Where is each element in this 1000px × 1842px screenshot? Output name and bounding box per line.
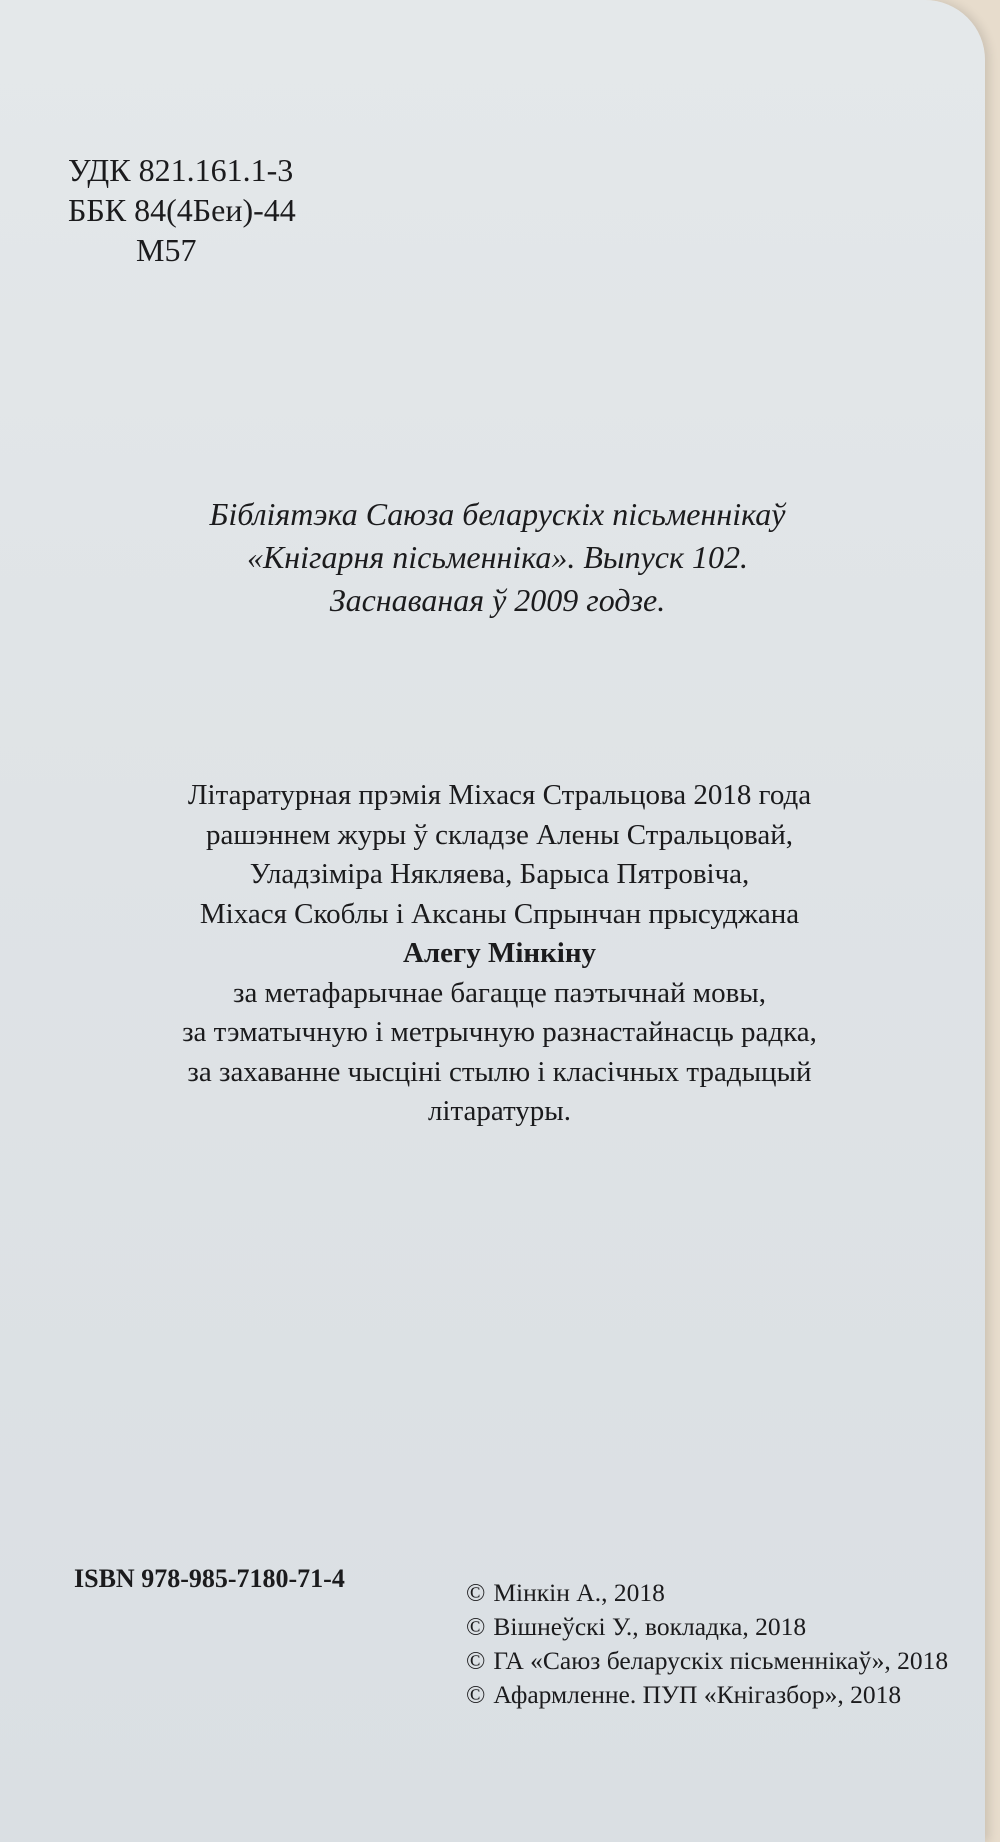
udk-code: УДК 821.161.1-3 — [68, 152, 294, 188]
copyright-sign: © — [466, 1612, 486, 1641]
prize-line: рашэннем журы ў складзе Алены Стральцовай, — [206, 818, 793, 851]
bbk-code: ББК 84(4Беи)-44 — [68, 192, 296, 228]
prize-reason: за захаванне чысціні стылю і класічных традыцый — [187, 1055, 812, 1088]
series-line: «Кнігарня пісьменніка». Выпуск 102. — [247, 539, 748, 575]
copyright-line — [466, 1678, 948, 1712]
prize-reason: за тэматычную і метрычную разнастайнасць радка, — [182, 1016, 817, 1048]
prize-statement — [0, 776, 985, 1132]
copyright-sign: © — [466, 1680, 486, 1709]
copyright-line — [466, 1576, 948, 1610]
copyright-line — [466, 1644, 948, 1678]
laureate-name: Алегу Мінкіну — [402, 937, 597, 969]
copyright-text: Афармленне. ПУП «Кнігазбор», 2018 — [493, 1680, 902, 1709]
prize-reason: літаратуры. — [427, 1095, 572, 1127]
prize-line: Літаратурная прэмія Міхася Стральцова 2018 года — [187, 779, 812, 811]
series-line: Заснаваная ў 2009 годзе. — [329, 582, 666, 618]
copyright-sign: © — [466, 1646, 486, 1675]
series-block — [0, 493, 985, 622]
copyright-line — [466, 1610, 948, 1644]
prize-reason: за метафарычнае багацце паэтычнай мовы, — [232, 976, 767, 1009]
classification-block — [68, 150, 296, 270]
isbn: ISBN 978-985-7180-71-4 — [74, 1564, 345, 1593]
copyright-text: Мінкін А., 2018 — [493, 1578, 665, 1607]
prize-line: Міхася Скоблы і Аксаны Спрынчан прысуджана — [199, 897, 800, 930]
copyright-block — [466, 1576, 948, 1712]
copyright-sign: © — [466, 1578, 486, 1607]
copyright-text: ГА «Саюз беларускіх пісьменнікаў», 2018 — [493, 1646, 949, 1675]
author-sign: М57 — [136, 232, 197, 268]
series-line: Бібліятэка Саюза беларускіх пісьменнікаў — [209, 496, 786, 532]
copyright-text: Вішнеўскі У., вокладка, 2018 — [493, 1612, 807, 1641]
prize-line: Уладзіміра Някляева, Барыса Пятровіча, — [249, 858, 750, 890]
